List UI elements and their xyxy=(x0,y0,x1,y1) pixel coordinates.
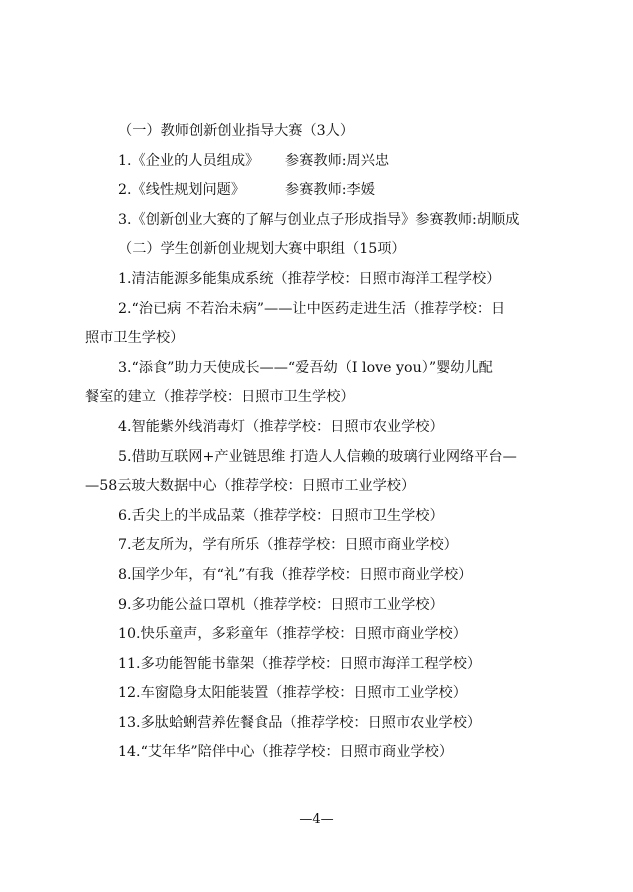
list-item: 10.快乐童声，多彩童年（推荐学校：日照市商业学校） xyxy=(118,626,467,643)
list-item: 2.“治已病 不若治未病”——让中医药走进生活（推荐学校：日 xyxy=(118,300,506,317)
list-item: 3.《创新创业大赛的了解与创业点子形成指导》参赛教师:胡顺成 xyxy=(118,211,520,228)
list-item: 8.国学少年，有“礼”有我（推荐学校：日照市商业学校） xyxy=(118,566,473,583)
section-heading-student-contest: （二）学生创新创业规划大赛中职组（15项） xyxy=(118,241,406,258)
section-heading-teacher-contest: （一）教师创新创业指导大赛（3人） xyxy=(118,123,355,139)
page-number: —4— xyxy=(299,812,334,827)
list-item: 2.《线性规划问题》 参赛教师:李媛 xyxy=(118,182,375,199)
list-item: 14.“艾年华”陪伴中心（推荐学校：日照市商业学校） xyxy=(118,744,454,761)
list-item: 6.舌尖上的半成品菜（推荐学校：日照市卫生学校） xyxy=(118,507,444,524)
list-item: 9.多功能公益口罩机（推荐学校：日照市工业学校） xyxy=(118,596,444,613)
list-item: 1.清洁能源多能集成系统（推荐学校：日照市海洋工程学校） xyxy=(118,270,501,287)
list-item: 11.多功能智能书靠架（推荐学校：日照市海洋工程学校） xyxy=(118,655,482,672)
list-item: 12.车窗隐身太阳能装置（推荐学校：日照市工业学校） xyxy=(118,685,467,702)
list-item: 7.老友所为，学有所乐（推荐学校：日照市商业学校） xyxy=(118,537,458,554)
list-item: 4.智能紫外线消毒灯（推荐学校：日照市农业学校） xyxy=(118,418,444,435)
list-item: 13.多肽蛤蜊营养佐餐食品（推荐学校：日照市农业学校） xyxy=(118,714,482,731)
list-item: 3.“添食”助力天使成长——“爱吾幼（I love you）”婴幼儿配 xyxy=(118,359,493,376)
list-item-continuation: 照市卫生学校） xyxy=(85,330,185,347)
list-item-continuation: —58云玻大数据中心（推荐学校：日照市工业学校） xyxy=(85,478,416,495)
list-item: 5.借助互联网+产业链思维 打造人人信赖的玻璃行业网络平台— xyxy=(118,448,517,465)
list-item-continuation: 餐室的建立（推荐学校：日照市卫生学校） xyxy=(85,389,355,406)
document-body xyxy=(85,117,551,768)
list-item: 1.《企业的人员组成》 参赛教师:周兴忠 xyxy=(118,152,390,169)
